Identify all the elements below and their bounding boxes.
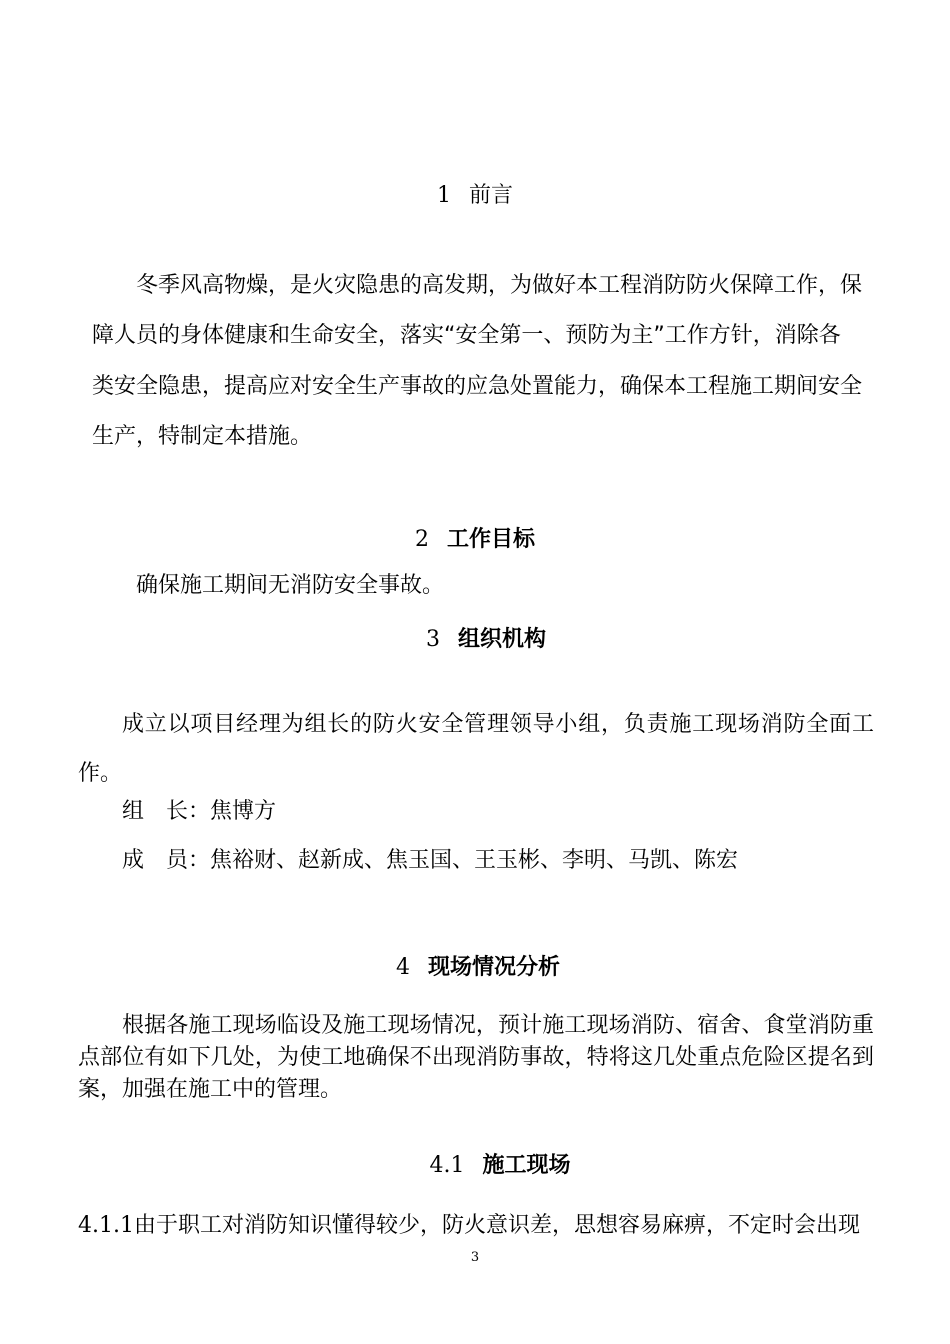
section-title: 组织机构 [457, 627, 546, 652]
org-leader: 组 长：焦博方 [122, 799, 277, 824]
intro-line-3: 类安全隐患，提高应对安全生产事故的应急处置能力，确保本工程施工期间安全 [92, 374, 863, 399]
section-number: 3 [425, 627, 440, 652]
section-heading-4 [0, 950, 950, 981]
org-paragraph: 成立以项目经理为组长的防火安全管理领导小组，负责施工现场消防全面工作。 [78, 712, 874, 786]
goal-text: 确保施工期间无消防安全事故。 [136, 573, 445, 598]
analysis-paragraph: 根据各施工现场临设及施工现场情况，预计施工现场消防、宿舍、食堂消防重点部位有如下几处，为使工地确保不出现消防事故，特将这几处重点危险区提名到案，加强在施工中的管理。 [78, 1013, 874, 1102]
intro-line-1: 冬季风高物燥，是火灾隐患的高发期，为做好本工程消防防火保障工作，保 [136, 273, 863, 298]
item-number: 4.1.1 [78, 1213, 134, 1238]
intro-line-4: 生产，特制定本措施。 [92, 424, 313, 449]
section-number: 4.1 [429, 1153, 465, 1178]
item-4-1-1 [78, 1208, 860, 1239]
section-number: 4 [395, 955, 410, 980]
section-heading-4-1 [0, 1148, 950, 1179]
section-title: 施工现场 [482, 1153, 571, 1178]
page-number: 3 [470, 1250, 480, 1265]
intro-line-2: 障人员的身体健康和生命安全，落实“安全第一、预防为主”工作方针，消除各 [92, 323, 841, 348]
section-heading-2 [0, 522, 950, 553]
section-title: 工作目标 [446, 527, 535, 552]
section-title: 现场情况分析 [427, 955, 560, 980]
org-members: 成 员：焦裕财、赵新成、焦玉国、王玉彬、李明、马凯、陈宏 [122, 848, 739, 873]
section-number: 2 [414, 527, 429, 552]
section-number: 1 [436, 183, 451, 208]
item-text: 由于职工对消防知识懂得较少，防火意识差，思想容易麻痹，不定时会出现 [133, 1213, 860, 1238]
section-heading-1 [0, 178, 950, 209]
section-title: 前言 [468, 183, 513, 208]
section-heading-3 [0, 622, 950, 653]
